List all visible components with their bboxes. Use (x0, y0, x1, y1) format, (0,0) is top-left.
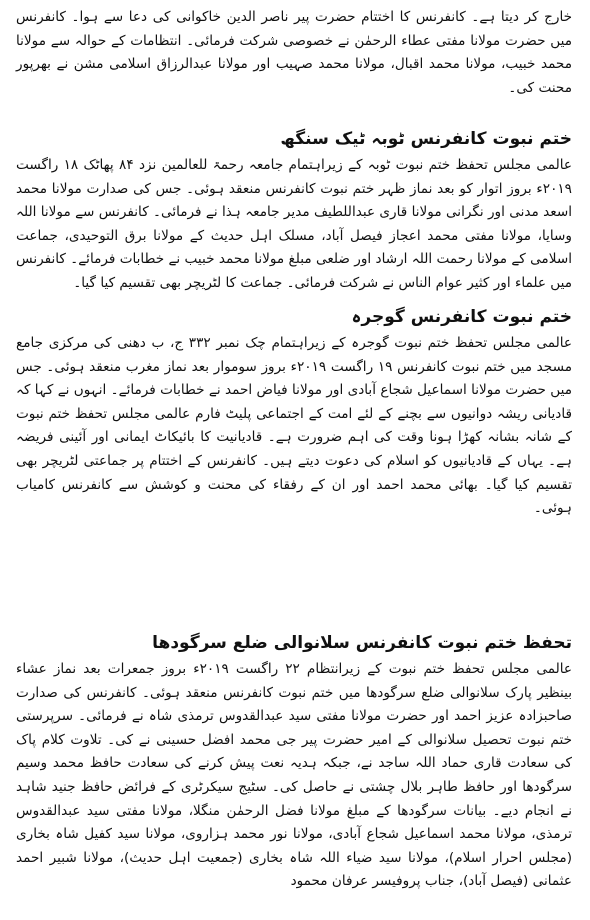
paragraph-sillanwali: عالمی مجلس تحفظ ختم نبوت کے زیرانتظام ۲۲ راگست ۲۰۱۹ء بروز جمعرات بعد نماز عشاء بینظیر پارک سلانوالی ضلع سرگودھا میں ختم نبوت کانفرنس منعقد ہوئی۔ کانفرنس کی صدارت صاحبزادہ عزیز احمد اور حضرت مولانا مفتی سید عبدالقدوس ترمذی شاہ نے فرمائی۔ سرپرستی ختم نبوت تحصیل سلانوالی کے امیر حضرت پیر جی محمد افضل حسینی نے کی۔ تلاوت کلام پاک کی سعادت قاری حماد اللہ ساجد نے، جبکہ ہدیہ نعت پیش کرنے کی سعادت حافظ محمد وسیم سرگودھا اور حافظ طاہر بلال چشتی نے حاصل کی۔ سٹیج سیکرٹری کے فرائض حافظ جنید شاہد نے انجام دیے۔ بیانات سرگودھا کے مبلغ مولانا فضل الرحمٰن منگلا، مولانا مفتی سید عبدالقدوس ترمذی، مولانا محمد اسماعیل شجاع آبادی، مولانا نور محمد ہزاروی، مولانا سید کفیل شاہ بخاری (مجلس احرار اسلام)، مولانا سید ضیاء اللہ شاہ بخاری (جمعیت اہل حدیث)، مولانا شبیر احمد عثمانی (فیصل آباد)، جناب پروفیسر عرفان محمود (16, 661, 573, 890)
paragraph-closing-previous-conference: خارج کر دیتا ہے۔ کانفرنس کا اختتام حضرت پیر ناصر الدین خاکوانی کی دعا سے ہوا۔ کانفرنس میں حضرت مولانا مفتی عطاء الرحمٰن نے خصوصی شرکت فرمائی۔ انتظامات کے حوالہ سے مولانا محمد خبیب، مولانا محمد اقبال، مولانا محمد صہیب اور مولانا عبدالرزاق اسلامی مشن نے بھرپور محنت کی۔ (16, 9, 572, 96)
heading-gojra-conference: ختم نبوت کانفرنس گوجرہ (351, 307, 572, 327)
paragraph-toba-tek-singh: عالمی مجلس تحفظ ختم نبوت ٹوبہ کے زیراہتمام جامعہ رحمۃ للعالمین نزد ۸۴ پھاٹک ۱۸ راگست ۲۰۱۹ء بروز اتوار کو بعد نماز ظہر ختم نبوت کانفرنس منعقد ہوئی۔ جس کی صدارت مولانا محمد اسعد مدنی اور نگرانی مولانا قاری عبداللطیف مدیر جامعہ ہذا نے فرمائی۔ کانفرنس سے مولانا اللہ وسایا، مولانا مفتی محمد اعجاز فیصل آباد، مسلک اہل حدیث کے مولانا برق التوحیدی، جماعت اسلامی کے مولانا رحمت اللہ ارشاد اور ضلعی مبلغ مولانا محمد خبیب نے خطابات فرمائے۔ کانفرنس میں علماء اور کثیر عوام الناس نے شرکت فرمائی۔ جماعت کا لٹریچر بھی تقسیم کیا گیا۔ (16, 157, 572, 291)
paragraph-gojra: عالمی مجلس تحفظ ختم نبوت گوجرہ کے زیراہتمام چک نمبر ۳۳۲ ج، ب دھنی کی مرکزی جامع مسجد میں ختم نبوت کانفرنس ۱۹ راگست ۲۰۱۹ء بروز سوموار بعد نماز مغرب منعقد ہوئی۔ جس میں حضرت مولانا اسماعیل شجاع آبادی اور مولانا فیاض احمد نے خطابات فرمائے۔ انہوں نے کہا کہ قادیانی ریشہ دوانیوں سے بچنے کے لئے امت کے اجتماعی پلیٹ فارم عالمی مجلس تحفظ ختم نبوت کے شانہ بشانہ کھڑا ہونا وقت کی اہم ضرورت ہے۔ قادیانیت کا بائیکاٹ ایمانی اور آئینی فریضہ ہے۔ یہاں کے قادیانیوں کو اسلام کی دعوت دیتے ہیں۔ کانفرنس کے اختتام پر جماعتی لٹریچر بھی تقسیم کیا گیا۔ بھائی محمد احمد اور ان کے رفقاء کی محنت و کوشش سے کانفرنس کامیاب ہوئی۔ (16, 335, 572, 517)
heading-sillanwali-sargodha-conference: تحفظ ختم نبوت کانفرنس سلانوالی ضلع سرگودھا (152, 633, 572, 653)
heading-toba-tek-singh-conference: ختم نبوت کانفرنس ٹوبہ ٹیک سنگھ (280, 129, 572, 149)
